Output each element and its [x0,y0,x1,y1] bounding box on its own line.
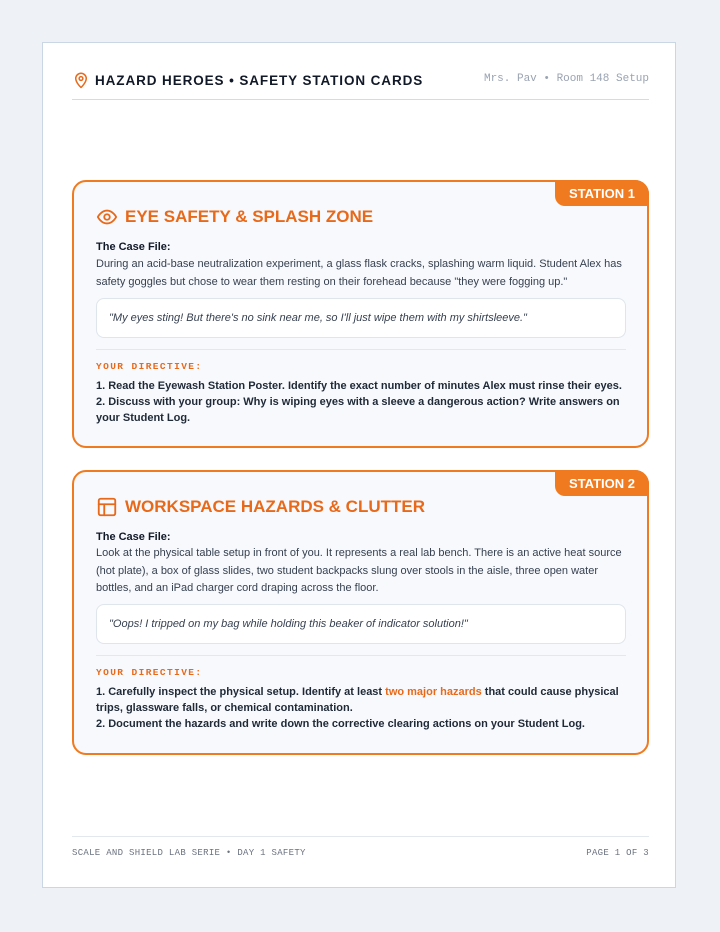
map-pin-icon [72,71,90,89]
station-title-row [96,206,373,228]
directive-text [96,684,626,732]
directive-label: YOUR DIRECTIVE: [96,667,203,678]
page-title: HAZARD HEROES • SAFETY STATION CARDS [95,72,424,88]
student-quote: "My eyes sting! But there's no sink near me, so I'll just wipe them with my shirtsleeve." [96,298,626,338]
divider [96,655,626,656]
student-quote: "Oops! I tripped on my bag while holding this beaker of indicator solution!" [96,604,626,644]
directive-step-2: 2. Document the hazards and write down the corrective clearing actions on your Student Log. [96,718,585,730]
directive-step-1-text: 1. Carefully inspect the physical setup. Identify at least [96,686,386,698]
directive-highlight: two major hazards [385,686,482,698]
station-title: EYE SAFETY & SPLASH ZONE [125,207,374,226]
directive-text [96,378,626,426]
station-title-row [96,496,425,518]
case-file-label: The Case File: [96,531,171,543]
case-file-text: During an acid-base neutralization experiment, a glass flask cracks, splashing warm liquid. Student Alex has safety goggles but chose to wear them resting on their forehead because "they were fogging up." [96,258,622,288]
eye-icon [96,206,118,228]
divider [96,349,626,350]
header-meta: Mrs. Pav • Room 148 Setup [483,73,649,85]
station-card-2 [72,470,649,755]
footer-series: SCALE AND SHIELD LAB SERIE • DAY 1 SAFETY [72,848,306,858]
page-number: PAGE 1 OF 3 [586,848,649,858]
directive-step-2: 2. Discuss with your group: Why is wiping eyes with a sleeve a dangerous action? Write answers on your Student Log. [96,396,620,424]
case-file-label: The Case File: [96,241,171,253]
station-badge: STATION 2 [555,470,649,496]
directive-step-1-text-end: that could cause physical trips, glassware falls, or chemical contamination. [96,686,619,714]
directive-step-1 [96,684,626,716]
document-page [42,42,676,888]
page-header [72,71,649,100]
station-badge: STATION 1 [555,180,649,206]
case-file-text: Look at the physical table setup in front of you. It represents a real lab bench. There is an active heat source (hot plate), a box of glass slides, two student backpacks slung over stools in the aisle, three open water bottles, and an iPad charger cord draping across the floor. [96,547,622,594]
station-card-1 [72,180,649,448]
directive-step-1: 1. Read the Eyewash Station Poster. Identify the exact number of minutes Alex must rinse their eyes. [96,380,622,392]
layout-icon [96,496,118,518]
brand [72,71,423,89]
page-footer [72,836,649,858]
directive-label: YOUR DIRECTIVE: [96,361,203,372]
station-title: WORKSPACE HAZARDS & CLUTTER [125,497,426,516]
